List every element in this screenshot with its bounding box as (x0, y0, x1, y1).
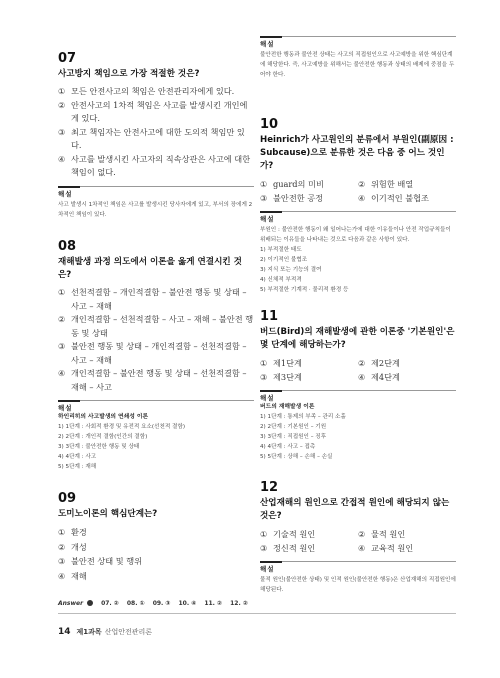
explanation-line: 2) 2단계 : 개인적 결함(인간의 결함) (58, 434, 148, 440)
option-4[interactable]: ④ 사고를 발생시킨 사고자의 직속상관은 사고에 대한 책임이 없다. (58, 153, 251, 177)
answer-item: 09. ③ (152, 599, 171, 607)
explanation-text: 물적 원인(불안전한 상태) 및 인적 원인(불안전한 행동)은 산업재해의 직접원인에 해당된다. (260, 577, 456, 593)
divider (260, 390, 456, 391)
footer-divider (58, 613, 456, 614)
option-3[interactable]: ③ 불안전 행동 및 상태 – 개인적결함 – 선천적결함 – 사고 – 재해 (58, 341, 247, 365)
answer-item: 08. ① (126, 599, 145, 607)
option-1[interactable]: ① guard의 미비 (260, 179, 324, 189)
option-2[interactable]: ② 개인적결함 – 선천적결함 – 사고 – 재해 – 불안전 행동 및 상태 (58, 314, 254, 338)
question-09 (58, 492, 254, 583)
answer-label: Answer (58, 599, 84, 607)
page-footer (58, 627, 152, 637)
question-09-explanation (260, 36, 456, 80)
question-text: 산업재해의 원인으로 간접적 원인에 해당되지 않는 것은? (260, 498, 450, 521)
question-number: 08 (58, 239, 77, 254)
options (58, 85, 254, 180)
question-08 (58, 240, 254, 472)
option-3[interactable]: ③ 불안전한 공정 (260, 193, 324, 203)
explanation-line: 1) 1단계 : 사회적 환경 및 유전적 요소(선천적 결함) (58, 424, 186, 430)
explanation-line: 1) 1단계 : 통제의 부족 – 관리 소홀 (260, 414, 346, 420)
divider (260, 36, 456, 37)
explanation-subtitle: 하인리히의 사고발생의 연쇄성 이론 (58, 414, 149, 420)
explanation-line: 4) 신체적 부적격 (260, 277, 302, 283)
question-12 (260, 481, 456, 595)
explanation-line: 3) 3단계 : 직접원인 – 징후 (260, 434, 327, 440)
divider (58, 400, 254, 401)
question-number: 11 (260, 309, 279, 324)
option-3[interactable]: ③ 정신적 원인 (260, 543, 316, 553)
explanation-text: 불안전한 행동과 불안전 상태는 사고의 직접원인으로 사고예방을 위한 핵심단계에 해당한다. 즉, 사고예방을 위해서는 불안전한 행동과 상태의 배제에 중점을 두어야 한다. (260, 52, 455, 78)
option-3[interactable]: ③ 제3단계 (260, 372, 302, 382)
explanation-line: 4) 4단계 : 사고 (58, 454, 97, 460)
option-1[interactable]: ① 기술적 원인 (260, 529, 316, 539)
explanation-line: 3) 3단계 : 불안전한 행동 및 상태 (58, 444, 140, 450)
question-number: 09 (58, 491, 77, 506)
answer-item: 12. ② (230, 599, 248, 607)
options (260, 527, 456, 555)
explanation-label: 해설 (58, 189, 73, 198)
question-text: 재해발생 과정 의도에서 이론을 옳게 연결시킨 것은? (58, 257, 242, 280)
option-1[interactable]: ① 모든 안전사고의 책임은 안전관리자에게 있다. (58, 86, 235, 96)
divider (260, 211, 456, 212)
option-3[interactable]: ③ 불안전 상태 및 행위 (58, 556, 143, 566)
option-1[interactable]: ① 선천적결함 – 개인적결함 – 불안전 행동 및 상태 – 사고 – 재해 (58, 287, 247, 311)
explanation-line: 5) 부적절한 기계적 · 물리적 환경 등 (260, 287, 349, 293)
option-2[interactable]: ② 안전사고의 1차적 책임은 사고를 발생시킨 개인에게 있다. (58, 99, 248, 123)
explanation-label: 해설 (58, 404, 73, 412)
answer-item: 11. ② (204, 599, 223, 607)
chapter-label: 제1과목 (76, 628, 102, 636)
explanation-intro: 부원인 : 불안전한 행동이 왜 일어나는가에 대한 이유들이나 안전 작업규칙들이 위배되는 이유들을 나타내는 것으로 다음과 같은 사항이 있다. (260, 227, 451, 243)
explanation-label: 해설 (260, 565, 275, 573)
answer-item: 07. ② (101, 599, 119, 607)
explanation-label: 해설 (260, 40, 275, 48)
options (58, 286, 254, 394)
question-text: 버드(Bird)의 재해발생에 관한 이론중 '기본원인'은 몇 단계에 해당하는가? (260, 327, 455, 350)
explanation-line: 1) 부적절한 태도 (260, 247, 302, 253)
question-11 (260, 310, 456, 462)
question-10 (260, 118, 456, 295)
option-4[interactable]: ④ 이기적인 불협조 (358, 193, 429, 203)
explanation-line: 5) 5단계 : 재해 (58, 464, 97, 470)
subject-label: 산업안전관리론 (104, 628, 153, 636)
option-3[interactable]: ③ 최고 책임자는 안전사고에 대한 도의적 책임만 있다. (58, 126, 245, 150)
option-1[interactable]: ① 제1단계 (260, 358, 302, 368)
answer-item: 10. ④ (178, 599, 197, 607)
option-2[interactable]: ② 개성 (58, 541, 87, 552)
option-4[interactable]: ④ 제4단계 (358, 372, 400, 382)
option-4[interactable]: ④ 재해 (58, 570, 87, 581)
question-number: 12 (260, 480, 279, 495)
option-4[interactable]: ④ 개인적결함 – 불안전 행동 및 상태 – 선천적결함 – 재해 – 사고 (58, 368, 247, 392)
options (260, 356, 456, 384)
explanation-line: 2) 2단계 : 기본원인 – 기원 (260, 424, 327, 430)
options (58, 525, 254, 583)
explanation-text: 사고 발생시 1차적인 책임은 사고를 발생시킨 당사자에게 있고, 부서의 장에게 2차적인 책임이 있다. (58, 201, 253, 218)
explanation-line: 3) 지식 또는 기능의 결여 (260, 267, 322, 273)
question-text: 도미노이론의 핵심단계는? (58, 509, 158, 519)
options (260, 177, 456, 205)
explanation-label: 해설 (260, 215, 275, 223)
explanation-line: 2) 이기적인 불협조 (260, 257, 308, 263)
question-number: 10 (260, 117, 279, 132)
option-4[interactable]: ④ 교육적 원인 (358, 543, 414, 553)
answer-bar (58, 597, 456, 609)
page-number: 14 (58, 627, 71, 637)
explanation-subtitle: 버드의 재해발생 이론 (260, 404, 315, 410)
explanation-line: 4) 4단계 : 사고 – 접촉 (260, 444, 316, 450)
arrow-bullet-icon (87, 600, 93, 606)
option-2[interactable]: ② 제2단계 (358, 358, 400, 368)
question-07 (58, 52, 254, 220)
explanation-label: 해설 (260, 394, 275, 402)
question-text: 사고방지 책임으로 가장 적절한 것은? (58, 69, 200, 79)
option-2[interactable]: ② 물적 원인 (358, 529, 406, 539)
question-text: Heinrich가 사고원인의 분류에서 부원인(副原因 : Subcause)으로 분류한 것은 다음 중 어느 것인가? (260, 135, 454, 171)
divider (260, 561, 456, 562)
explanation-line: 5) 5단계 : 상해 – 손해 – 손실 (260, 454, 333, 460)
divider (58, 186, 254, 187)
option-2[interactable]: ② 위험한 배열 (358, 179, 414, 189)
option-1[interactable]: ① 환경 (58, 527, 87, 537)
question-number: 07 (58, 51, 77, 66)
